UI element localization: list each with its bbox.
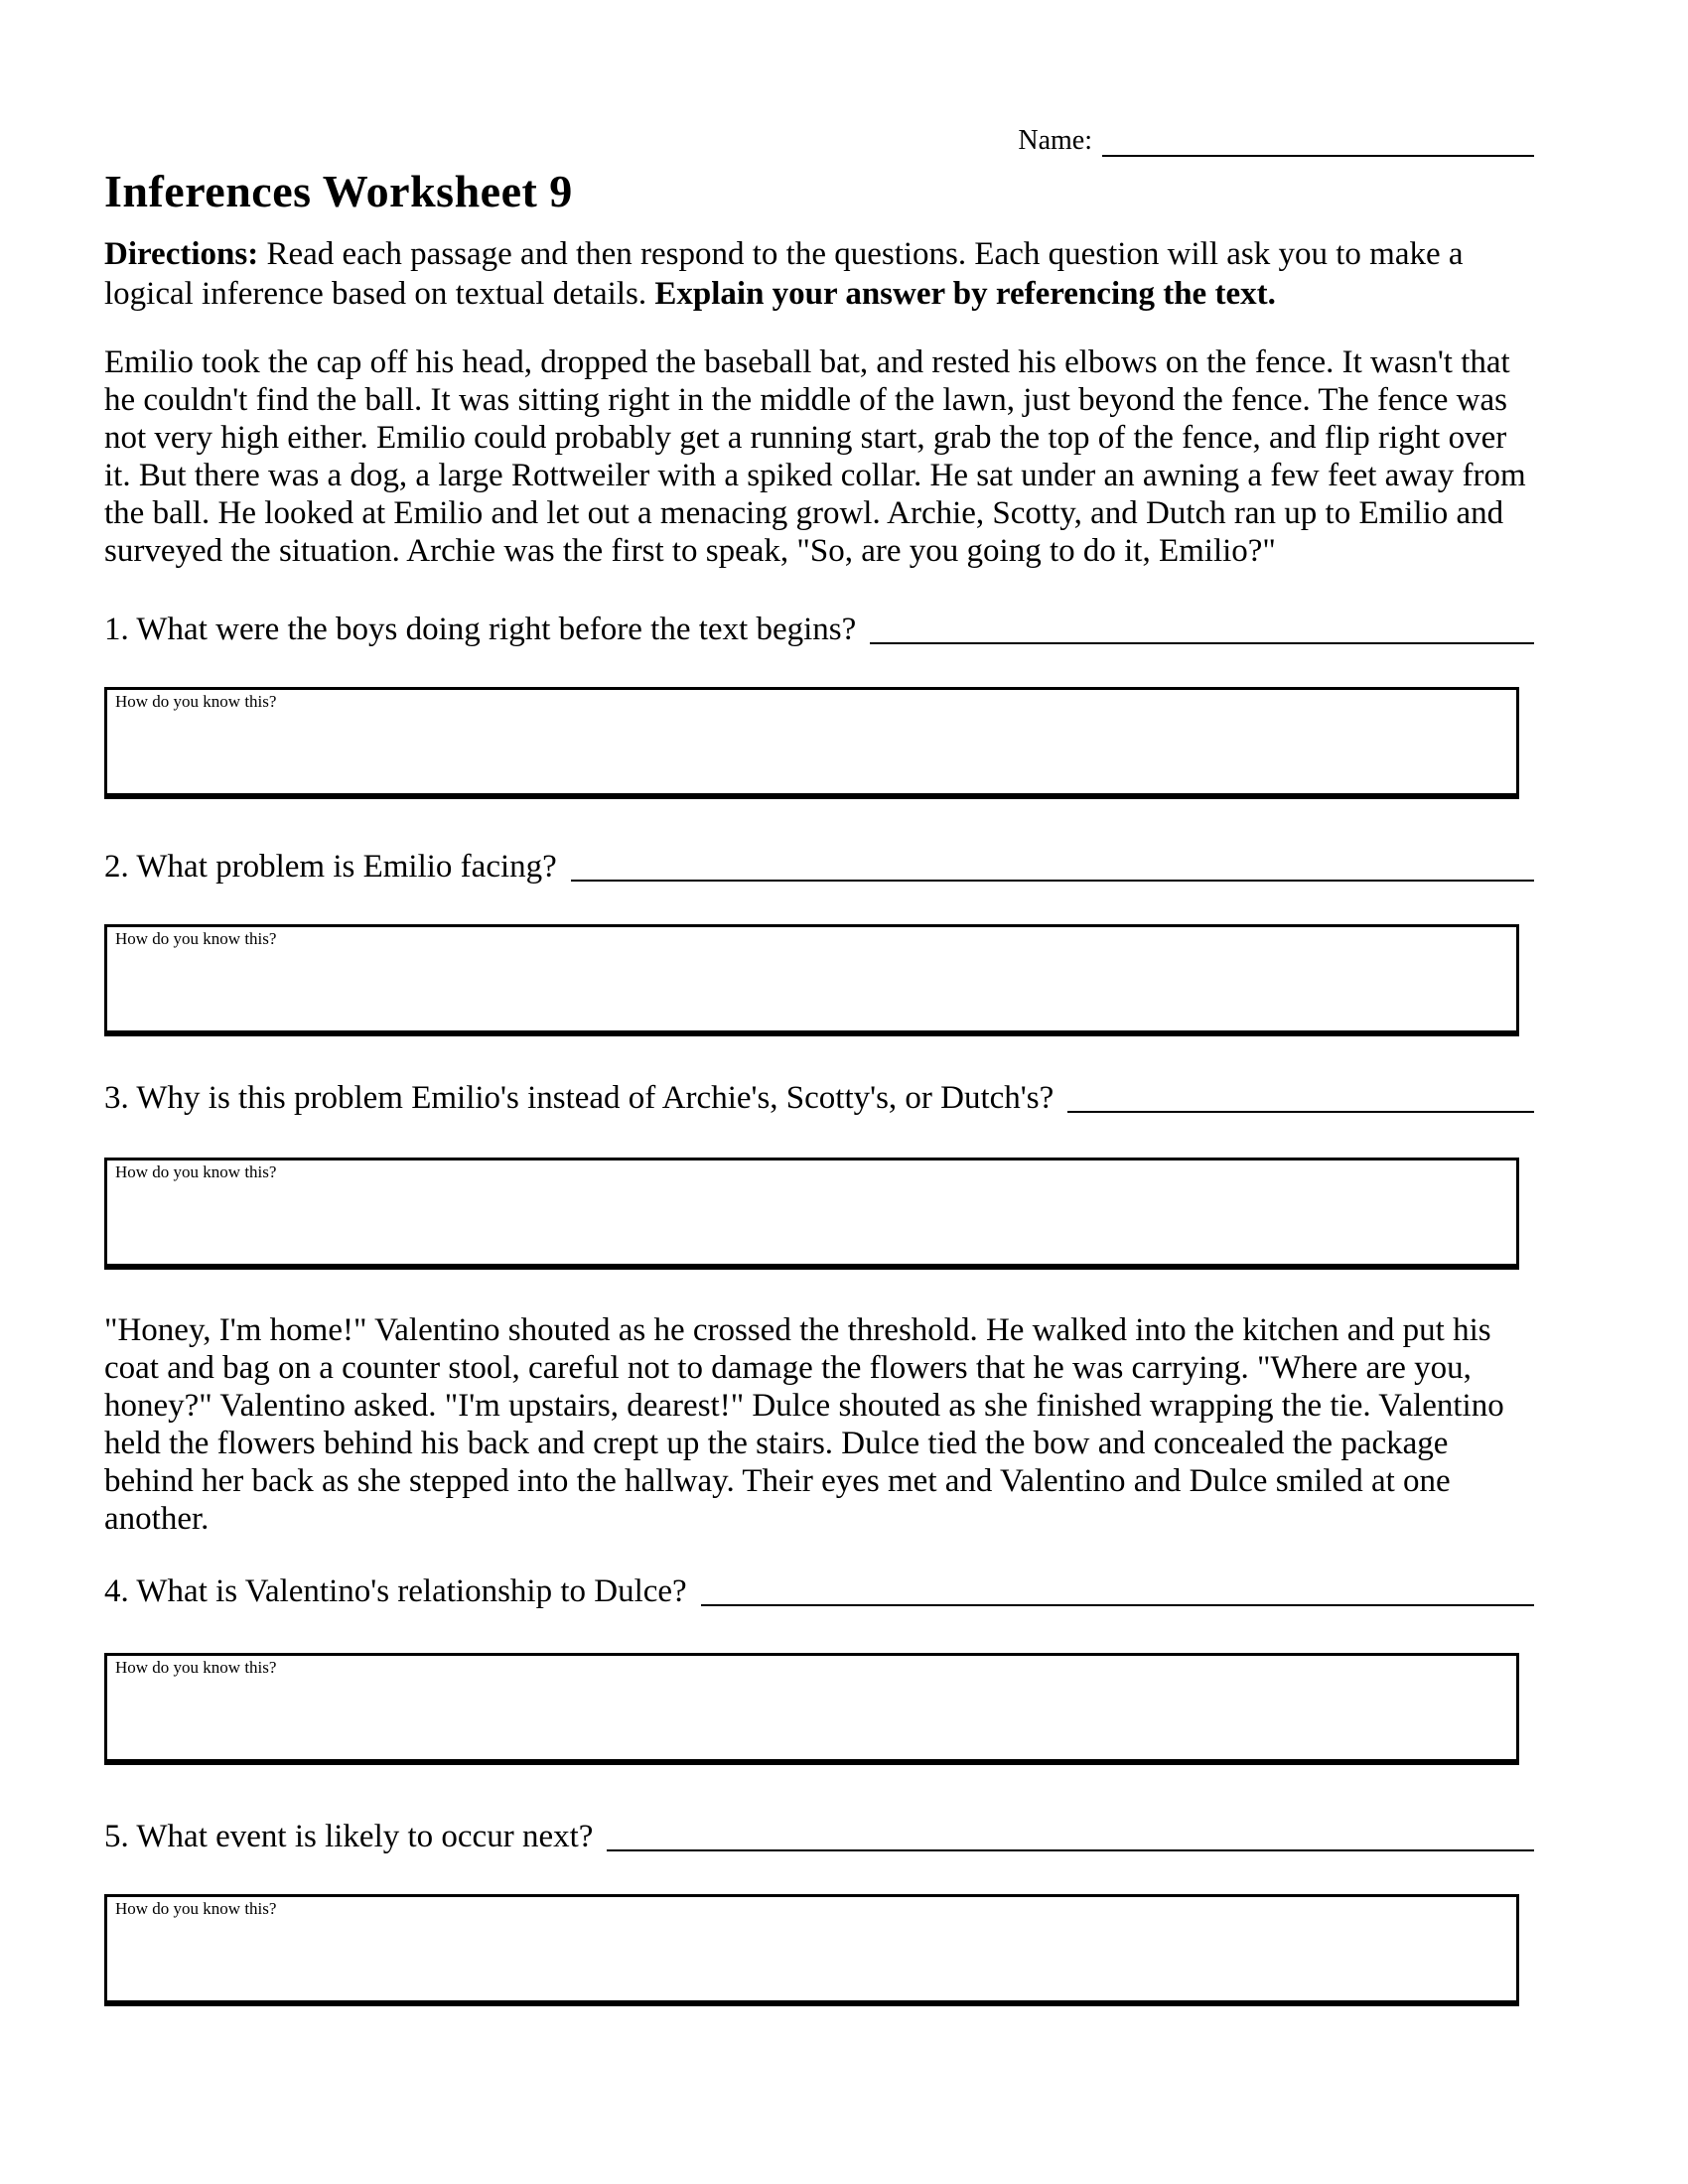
answer-box-1-prompt: How do you know this? (115, 692, 277, 711)
directions-label: Directions: (104, 236, 259, 272)
answer-box-5-prompt: How do you know this? (115, 1899, 277, 1918)
name-field (104, 117, 1534, 157)
question-1 (104, 610, 1534, 649)
question-3-blank-line[interactable] (1067, 1083, 1534, 1113)
directions-text: Read each passage and then respond to the questions. Each question will ask you to make a logical inference based on textual details. (104, 236, 1464, 312)
question-4-blank-line[interactable] (701, 1576, 1534, 1606)
name-blank-line[interactable] (1102, 125, 1534, 157)
question-3-text: 3. Why is this problem Emilio's instead of Archie's, Scotty's, or Dutch's? (104, 1080, 1055, 1116)
answer-box-4-prompt: How do you know this? (115, 1658, 277, 1677)
question-3 (104, 1078, 1534, 1118)
passage-1: Emilio took the cap off his head, dropped the baseball bat, and rested his elbows on the fence. It wasn't that he couldn't find the ball. It was sitting right in the middle of the lawn, just beyond the fence. The fence was not very high either. Emilio could probably get a running start, grab the top of the fence, and flip right over it. But there was a dog, a large Rottweiler with a spiked collar. He sat under an awning a few feet away from the ball. He looked at Emilio and let out a menacing growl. Archie, Scotty, and Dutch ran up to Emilio and surveyed the situation. Archie was the first to speak, "So, are you going to do it, Emilio?" (104, 344, 1526, 569)
question-5-blank-line[interactable] (607, 1822, 1534, 1851)
answer-box-5[interactable] (104, 1894, 1519, 2006)
answer-box-1[interactable] (104, 687, 1519, 799)
answer-box-3-prompt: How do you know this? (115, 1162, 277, 1181)
question-4 (104, 1571, 1534, 1611)
passage-2: "Honey, I'm home!" Valentino shouted as he crossed the threshold. He walked into the kitchen and put his coat and bag on a counter stool, careful not to damage the flowers that he was carrying. "Where are you, honey?" Valentino asked. "I'm upstairs, dearest!" Dulce shouted as she finished wrapping the tie. Valentino held the flowers behind his back and crept up the stairs. Dulce tied the bow and concealed the package behind her back as she stepped into the hallway. Their eyes met and Valentino and Dulce smiled at one another. (104, 1312, 1504, 1537)
name-label: Name: (1018, 125, 1092, 156)
question-1-blank-line[interactable] (870, 614, 1534, 644)
question-5-text: 5. What event is likely to occur next? (104, 1819, 594, 1854)
question-1-text: 1. What were the boys doing right before the text begins? (104, 612, 857, 647)
directions-emphasis: Explain your answer by referencing the text. (654, 276, 1276, 312)
question-2-text: 2. What problem is Emilio facing? (104, 849, 557, 885)
answer-box-2[interactable] (104, 924, 1519, 1036)
answer-box-3[interactable] (104, 1158, 1519, 1270)
directions (104, 234, 1534, 314)
answer-box-2-prompt: How do you know this? (115, 929, 277, 948)
question-2-blank-line[interactable] (571, 852, 1534, 882)
question-5 (104, 1817, 1534, 1856)
answer-box-4[interactable] (104, 1653, 1519, 1765)
question-4-text: 4. What is Valentino's relationship to Dulce? (104, 1573, 687, 1609)
question-2 (104, 847, 1534, 887)
page-title: Inferences Worksheet 9 (104, 166, 573, 216)
